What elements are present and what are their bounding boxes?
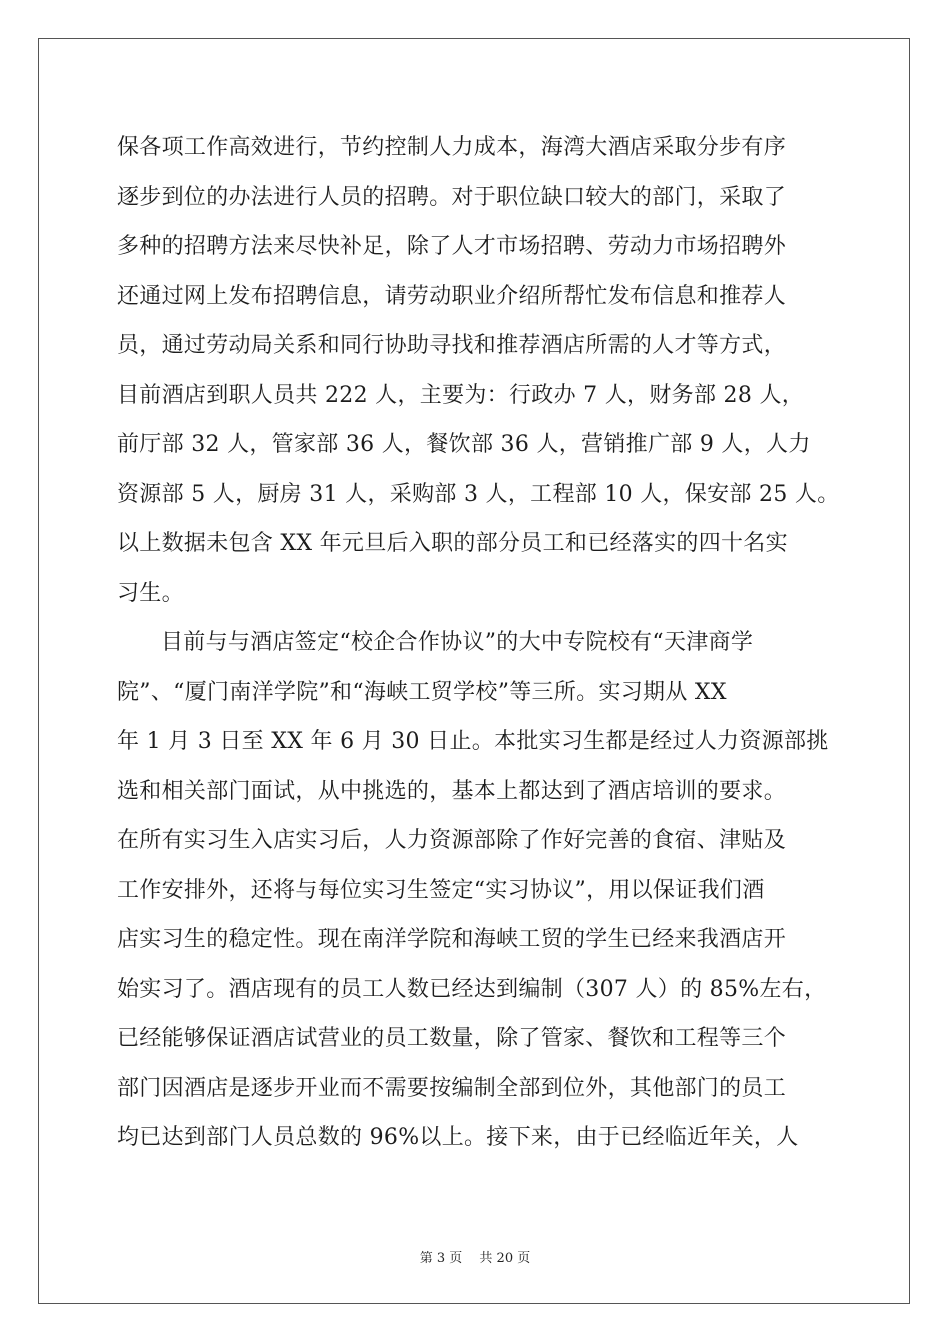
text-line: 已经能够保证酒店试营业的员工数量，除了管家、餐饮和工程等三个 bbox=[117, 1026, 787, 1051]
paragraph-start-line: 目前与与酒店签定“校企合作协议”的大中专院校有“天津商学 bbox=[161, 630, 754, 655]
text-line: 选和相关部门面试，从中挑选的，基本上都达到了酒店培训的要求。 bbox=[117, 778, 787, 804]
page-number-footer: 第 3 页 共 20 页 bbox=[419, 1251, 531, 1266]
text-line: 逐步到位的办法进行人员的招聘。对于职位缺口较大的部门，采取了 bbox=[117, 184, 787, 210]
text-line: 还通过网上发布招聘信息，请劳动职业介绍所帮忙发布信息和推荐人 bbox=[117, 283, 787, 309]
text-line: 工作安排外，还将与每位实习生签定“实习协议”，用以保证我们酒 bbox=[117, 877, 765, 903]
text-line: 始实习了。酒店现有的员工人数已经达到编制（307 人）的 85%左右， bbox=[117, 976, 827, 1002]
text-line: 员，通过劳动局关系和同行协助寻找和推荐酒店所需的人才等方式， bbox=[117, 333, 787, 358]
text-line: 保各项工作高效进行，节约控制人力成本，海湾大酒店采取分步有序 bbox=[117, 135, 787, 160]
text-line: 年 1 月 3 日至 XX 年 6 月 30 日止。本批实习生都是经过人力资源部挑 bbox=[117, 729, 829, 754]
text-line: 前厅部 32 人，管家部 36 人，餐饮部 36 人，营销推广部 9 人，人力 bbox=[117, 432, 811, 457]
text-line: 习生。 bbox=[117, 580, 184, 606]
text-line: 资源部 5 人，厨房 31 人，采购部 3 人，工程部 10 人，保安部 25 人。 bbox=[117, 481, 840, 507]
text-line: 多种的招聘方法来尽快补足，除了人才市场招聘、劳动力市场招聘外 bbox=[117, 234, 787, 259]
text-line: 在所有实习生入店实习后，人力资源部除了作好完善的食宿、津贴及 bbox=[117, 828, 787, 853]
text-line: 均已达到部门人员总数的 96%以上。接下来，由于已经临近年关，人 bbox=[117, 1125, 799, 1150]
text-line: 店实习生的稳定性。现在南洋学院和海峡工贸的学生已经来我酒店开 bbox=[117, 927, 787, 952]
document-body bbox=[117, 123, 840, 1163]
text-line: 目前酒店到职人员共 222 人，主要为：行政办 7 人，财务部 28 人， bbox=[117, 382, 805, 408]
text-line: 院”、“厦门南洋学院”和“海峡工贸学校”等三所。实习期从 XX bbox=[117, 679, 727, 705]
text-line: 部门因酒店是逐步开业而不需要按编制全部到位外，其他部门的员工 bbox=[117, 1075, 787, 1101]
text-line: 以上数据未包含 XX 年元旦后入职的部分员工和已经落实的四十名实 bbox=[117, 531, 788, 556]
